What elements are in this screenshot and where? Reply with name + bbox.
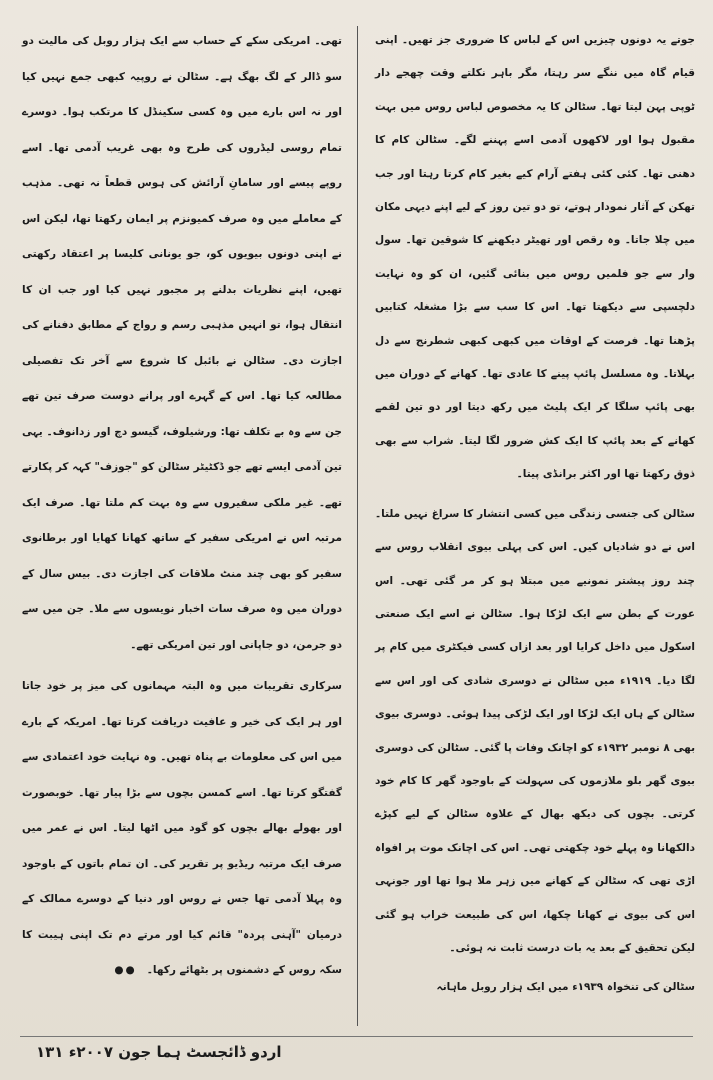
page-footer: اردو ڈائجسٹ ہما جون ۲۰۰۷ء ۱۳۱ xyxy=(36,1043,282,1061)
column-divider xyxy=(357,26,358,1026)
paragraph: تھی۔ امریکی سکے کے حساب سے ایک ہزار روبل کی مالیت دو سو ڈالر کے لگ بھگ ہے۔ سٹالن نے روپیہ کبھی جمع نہیں کیا اور نہ اس بارے میں وہ کسی سکینڈل کا مرتکب ہوا۔ دوسرے تمام روسی لیڈروں کی طرح وہ بھی غریب آدمی تھا۔ اسے روپے پیسے اور سامانِ آرائش کی ہوس قطعاً نہ تھی۔ مذہب کے معاملے میں وہ صرف کمیونزم پر ایمان رکھتا تھا، لیکن اس نے اپنی دونوں بیویوں کو، جو یونانی کلیسا پر اعتقاد رکھتی تھیں، اپنے نظریات بدلنے پر مجبور نہیں کیا اور جب ان کا انتقال ہوا، تو انہیں مذہبی رسم و رواج کے مطابق دفنانے کی اجازت دی۔ سٹالن نے بائبل کا شروع سے آخر تک تفصیلی مطالعہ کیا تھا۔ اس کے گہرے اور پرانے دوست صرف تین تھے جن سے وہ بے تکلف تھا: ورشیلوف، گیسو دچ اور زدانوف۔ یہی تین آدمی ایسے تھے جو ڈکٹیٹر سٹالن کو "جوزف" کہہ کر پکارتے تھے۔ غیر ملکی سفیروں سے وہ بہت کم ملتا تھا۔ صرف ایک مرتبہ اس نے امریکی سفیر کے ساتھ کھانا کھایا اور برطانوی سفیر کو بھی چند منٹ ملاقات کی اجازت دی۔ بیس سال کے دوران میں وہ صرف سات اخبار نویسوں سے ملا۔ جن میں سے دو جرمن، دو جاپانی اور تین امریکی تھے۔ xyxy=(22,35,342,651)
paragraph: سٹالن کی جنسی زندگی میں کسی انتشار کا سراغ نہیں ملتا۔ اس نے دو شادیاں کیں۔ اس کی پہلی بیوی انقلاب روس سے چند روز پیشتر نمونیے میں مبتلا ہو کر مر گئی تھی۔ اس عورت کے بطن سے ایک لڑکا ہوا۔ سٹالن نے اسے ایک صنعتی اسکول میں داخل کرایا اور بعد ازاں کسی فیکٹری میں کام پر لگا دیا۔ ۱۹۱۹ء میں سٹالن نے دوسری شادی کی اور اس سے سٹالن کے ہاں ایک لڑکا اور ایک لڑکی پیدا ہوئی۔ دوسری بیوی بھی ۸ نومبر ۱۹۳۲ء کو اچانک وفات پا گئی۔ سٹالن کی دوسری بیوی گھر بلو ملازموں کی سہولت کے باوجود گھر کا کام خود کرتی۔ بچوں کی دیکھ بھال کے علاوہ سٹالن کے لیے کپڑے دالکھانا وہ پہلے خود چکھتی تھی۔ اس کی اچانک موت پر افواہ اڑی تھی کہ سٹالن کے کھانے میں زہر ملا ہوا تھا اور جونہی اس کی بیوی نے کھانا چکھا، اس کی طبیعت خراب ہو گئی لیکن تحقیق کے بعد یہ بات درست ثابت نہ ہوئی۔ xyxy=(375,507,696,954)
paragraph: سٹالن کی تنخواہ ۱۹۳۹ء میں ایک ہزار روبل ماہانہ xyxy=(436,981,695,994)
paragraph xyxy=(22,669,342,989)
left-column xyxy=(22,24,342,1034)
paragraph-text: سرکاری تقریبات میں وہ البتہ مہمانوں کی میز پر خود جاتا اور ہر ایک کی خیر و عافیت دریافت کرتا تھا۔ امریکہ کے بارے میں اس کی معلومات بے پناہ تھیں۔ وہ نہایت خود اعتمادی سے گفتگو کرتا تھا۔ اسے کمسن بچوں سے بڑا پیار تھا۔ خوبصورت اور بھولے بھالے بچوں کو گود میں اٹھا لیتا۔ اس نے عمر میں صرف ایک مرتبہ ریڈیو پر تقریر کی۔ ان تمام باتوں کے باوجود وہ پہلا آدمی تھا جس نے روس اور دنیا کے دوسرے ممالک کے درمیان "آہنی پردہ" قائم کیا اور مرتے دم تک اپنی ہیبت کا سکہ روس کے دشمنوں پر بٹھائے رکھا۔ xyxy=(22,680,342,976)
paragraph: جوتے یہ دونوں چیزیں اس کے لباس کا ضروری جز تھیں۔ اپنی قیام گاہ میں ننگے سر رہتا، مگر باہر نکلتے وقت چھجے دار ٹوپی پہن لیتا تھا۔ سٹالن کا یہ مخصوص لباس روس میں بہت مقبول ہوا اور لاکھوں آدمی اسے پہننے لگے۔ سٹالن کام کا دھنی تھا۔ کئی کئی ہفتے آرام کیے بغیر کام کرتا رہتا اور جب تھکن کے آثار نمودار ہوتے، تو دو تین روز کے لیے اپنے دیہی مکان میں چلا جاتا۔ وہ رقص اور تھیٹر دیکھنے کا شوقین تھا۔ سول وار سے جو فلمیں روس میں بنائی گئیں، ان کو وہ نہایت دلچسپی سے دیکھتا تھا۔ اس کا سب سے بڑا مشغلہ کتابیں پڑھنا تھا۔ فرصت کے اوقات میں کبھی کبھی شطرنج سے دل بہلاتا۔ وہ مسلسل پائپ پینے کا عادی تھا۔ کھانے کے دوران میں بھی پائپ سلگا کر ایک پلیٹ میں رکھ دیتا اور دو تین لقمے کھانے کے بعد پائپ کا ایک کش ضرور لگا لیتا۔ شراب سے بھی ذوق رکھتا تھا اور اکثر برانڈی پیتا۔ xyxy=(375,34,695,481)
right-column xyxy=(375,24,695,1034)
end-mark: ●● xyxy=(114,964,137,976)
footer-rule xyxy=(20,1036,693,1037)
